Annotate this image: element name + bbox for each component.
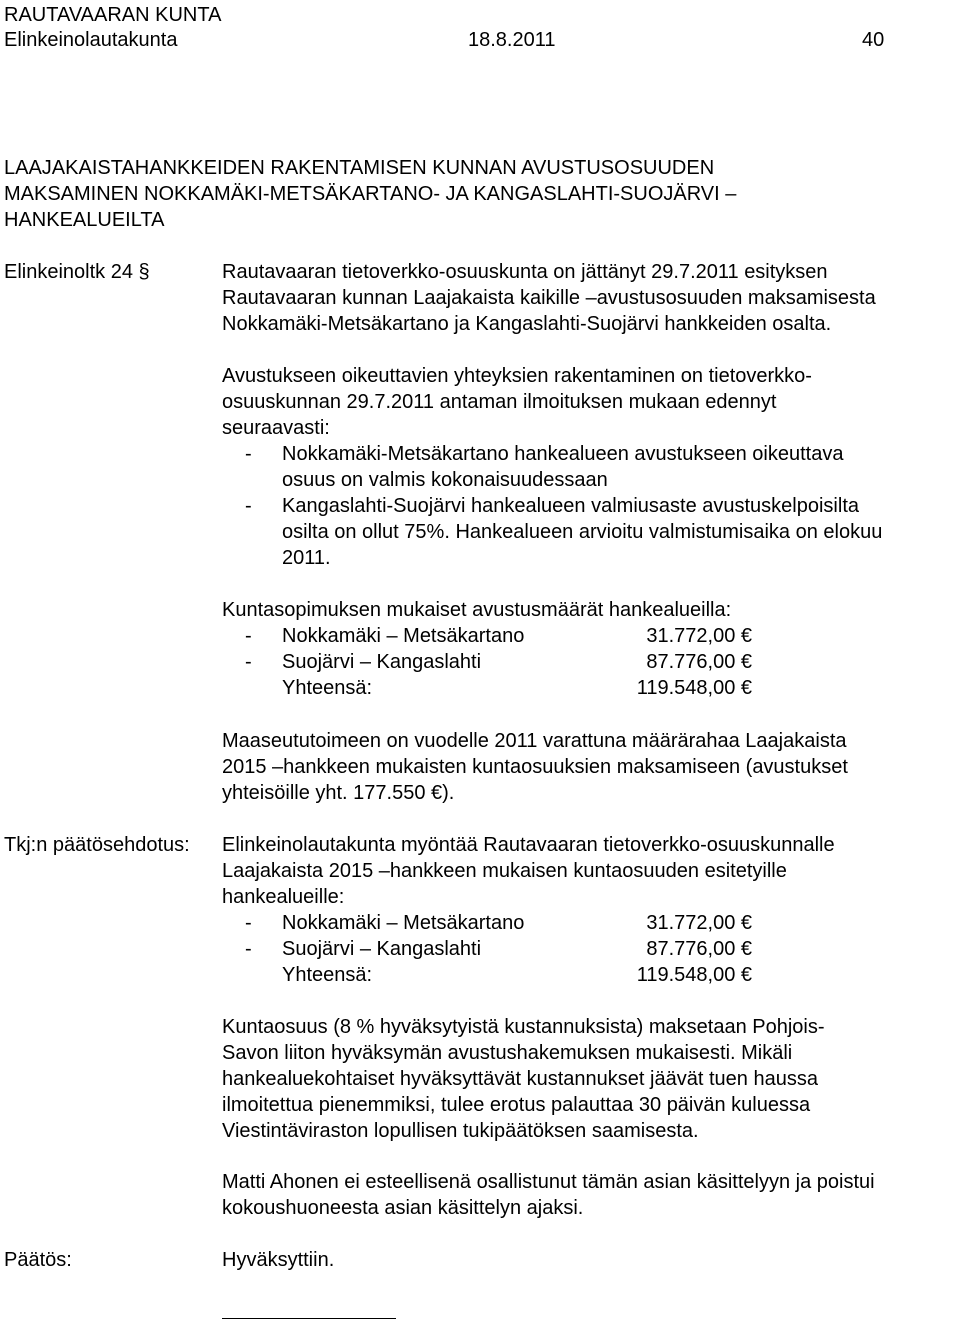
- amount-total-label: Yhteensä:: [282, 964, 373, 986]
- amount-label: Suojärvi – Kangaslahti: [282, 938, 482, 960]
- amount-total-label: Yhteensä:: [282, 677, 373, 699]
- decision-text: Hyväksyttiin.: [222, 1249, 335, 1271]
- amount-dash: -: [245, 651, 252, 673]
- bullet-dash: -: [245, 443, 252, 465]
- committee-name: Elinkeinolautakunta: [4, 29, 178, 51]
- amount-label: Nokkamäki – Metsäkartano: [282, 912, 525, 934]
- org-name: RAUTAVAARAN KUNTA: [4, 4, 222, 26]
- bullet-line: 2011.: [282, 547, 331, 569]
- amount-dash: -: [245, 938, 252, 960]
- amounts-heading: Kuntasopimuksen mukaiset avustusmäärät hankealueilla:: [222, 599, 732, 621]
- para1-line: Nokkamäki-Metsäkartano ja Kangaslahti-Suojärvi hankkeiden osalta.: [222, 313, 832, 335]
- para3-line: 2015 –hankkeen mukaisten kuntaosuuksien maksamiseen (avustukset: [222, 756, 848, 778]
- para1-line: Rautavaaran tietoverkko-osuuskunta on jättänyt 29.7.2011 esityksen: [222, 261, 828, 283]
- proposal-line: hankealueille:: [222, 886, 345, 908]
- para3-line: Maaseututoimeen on vuodelle 2011 varattuna määrärahaa Laajakaista: [222, 730, 847, 752]
- bullet-dash: -: [245, 495, 252, 517]
- amount-value: 87.776,00 €: [646, 651, 752, 673]
- amount-dash: -: [245, 625, 252, 647]
- bullet-line: osuus on valmis kokonaisuudessaan: [282, 469, 608, 491]
- para5-line: Matti Ahonen ei esteellisenä osallistunut tämän asian käsittelyyn ja poistui: [222, 1171, 875, 1193]
- para4-line: hankealuekohtaiset hyväksyttävät kustannukset jäävät tuen haussa: [222, 1068, 818, 1090]
- amount-label: Suojärvi – Kangaslahti: [282, 651, 482, 673]
- item-label: Elinkeinoltk 24 §: [4, 261, 150, 283]
- decision-label: Päätös:: [4, 1249, 72, 1271]
- title-line-3: HANKEALUEILTA: [4, 209, 165, 231]
- para4-line: Kuntaosuus (8 % hyväksytyistä kustannuksista) maksetaan Pohjois-: [222, 1016, 825, 1038]
- amount-value: 87.776,00 €: [646, 938, 752, 960]
- para4-line: ilmoitettua pienemmiksi, tulee erotus palauttaa 30 päivän kuluessa: [222, 1094, 811, 1116]
- para3-line: yhteisöille yht. 177.550 €).: [222, 782, 455, 804]
- amount-total-value: 119.548,00 €: [636, 964, 752, 986]
- amount-label: Nokkamäki – Metsäkartano: [282, 625, 525, 647]
- bullet-line: Kangaslahti-Suojärvi hankealueen valmiusaste avustuskelpoisilta: [282, 495, 860, 517]
- amount-value: 31.772,00 €: [646, 625, 752, 647]
- page-number: 40: [862, 29, 885, 51]
- para5-line: kokoushuoneesta asian käsittelyn ajaksi.: [222, 1197, 584, 1219]
- title-line-2: MAKSAMINEN NOKKAMÄKI-METSÄKARTANO- JA KANGASLAHTI-SUOJÄRVI –: [4, 183, 737, 205]
- para2-line: Avustukseen oikeuttavien yhteyksien rakentaminen on tietoverkko-: [222, 365, 812, 387]
- amount-dash: -: [245, 912, 252, 934]
- amount-total-value: 119.548,00 €: [636, 677, 752, 699]
- proposal-line: Elinkeinolautakunta myöntää Rautavaaran tietoverkko-osuuskunnalle: [222, 834, 835, 856]
- para4-line: Savon liiton hyväksymän avustushakemuksen mukaisesti. Mikäli: [222, 1042, 793, 1064]
- bullet-line: Nokkamäki-Metsäkartano hankealueen avustukseen oikeuttava: [282, 443, 844, 465]
- para2-line: seuraavasti:: [222, 417, 330, 439]
- proposal-label: Tkj:n päätösehdotus:: [4, 834, 190, 856]
- para1-line: Rautavaaran kunnan Laajakaista kaikille –avustusosuuden maksamisesta: [222, 287, 876, 309]
- signature-line: [222, 1318, 396, 1319]
- bullet-line: osilta on ollut 75%. Hankealueen arvioitu valmistumisaika on elokuu: [282, 521, 883, 543]
- amount-value: 31.772,00 €: [646, 912, 752, 934]
- proposal-line: Laajakaista 2015 –hankkeen mukaisen kuntaosuuden esitetyille: [222, 860, 787, 882]
- title-line-1: LAAJAKAISTAHANKKEIDEN RAKENTAMISEN KUNNAN AVUSTUSOSUUDEN: [4, 157, 715, 179]
- meeting-date: 18.8.2011: [468, 29, 556, 51]
- para2-line: osuuskunnan 29.7.2011 antaman ilmoituksen mukaan edennyt: [222, 391, 777, 413]
- para4-line: Viestintäviraston lopullisen tukipäätöksen saamisesta.: [222, 1120, 699, 1142]
